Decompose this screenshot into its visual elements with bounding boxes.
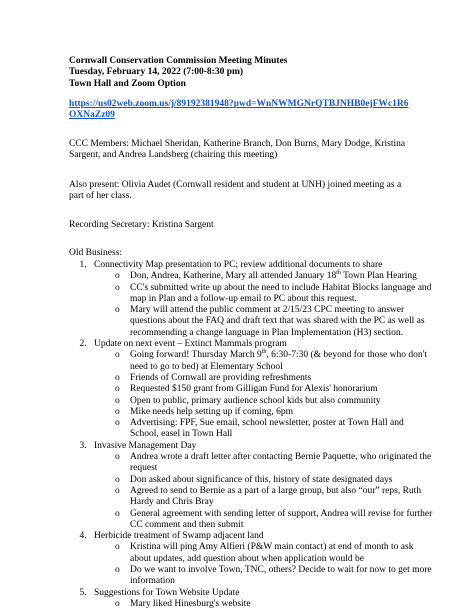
document-title: Cornwall Conservation Commission Meeting Minutes bbox=[69, 56, 288, 66]
old-business-heading: Old Business: bbox=[69, 248, 123, 258]
agenda-item bbox=[89, 441, 434, 531]
agenda-item-title: Herbicide treatment of Swamp adjacent land bbox=[94, 531, 264, 542]
list-item: o Andrea wrote a draft letter after contacting Bernie Paquette, who originated the request bbox=[115, 452, 432, 474]
list-item: o Agreed to send to Bernie as a part of a large group, but also “our” reps, Ruth Hardy and Chris Bray bbox=[115, 485, 422, 508]
list-item: o Do we want to involve Town, TNC, others? Decide to wait for now to get more information bbox=[115, 565, 432, 587]
agenda-item bbox=[89, 531, 434, 587]
list-item: o Mary liked Hinesburg's website bbox=[115, 598, 251, 609]
bullet-icon: o bbox=[115, 305, 120, 316]
bullet-icon: o bbox=[115, 598, 120, 609]
bullet-icon: o bbox=[115, 565, 120, 576]
agenda-item bbox=[89, 260, 434, 339]
sub-list bbox=[94, 350, 434, 440]
bullet-icon: o bbox=[115, 350, 120, 361]
sub-list bbox=[94, 599, 434, 610]
old-business-list bbox=[69, 260, 434, 610]
sub-list bbox=[94, 271, 434, 339]
bullet-icon: o bbox=[115, 282, 120, 293]
bullet-icon: o bbox=[115, 384, 120, 395]
list-item: o Friends of Cornwall are providing refreshments bbox=[115, 372, 312, 383]
recording-secretary: Recording Secretary: Kristina Sargent bbox=[69, 220, 214, 230]
agenda-item-title: Connectivity Map presentation to PC; review additional documents to share bbox=[94, 260, 383, 270]
members-paragraph: CCC Members: Michael Sheridan, Katherine Branch, Don Burns, Mary Dodge, Kristina Sargent, and Andrea Landsberg (chairing this meeting) bbox=[69, 139, 406, 161]
sub-list bbox=[94, 452, 434, 531]
agenda-item-title: Invasive Management Day bbox=[94, 440, 197, 451]
document-header bbox=[69, 56, 429, 90]
bullet-icon: o bbox=[115, 271, 120, 282]
bullet-icon: o bbox=[115, 474, 120, 485]
agenda-item bbox=[89, 588, 434, 610]
zoom-link[interactable]: https://us02web.zoom.us/j/89192381948?pwd=WnNWMGNrQTBJNHB0ejFWc1R6OXNaZz09 bbox=[69, 99, 409, 121]
bullet-icon: o bbox=[115, 542, 120, 553]
list-item: o Advertising: FPF, Sue email, school newsletter, poster at Town Hall and School, easel in Town Hall bbox=[115, 418, 404, 440]
bullet-icon: o bbox=[115, 508, 120, 519]
bullet-icon: o bbox=[115, 372, 120, 383]
list-item: o General agreement with sending letter of support, Andrea will revise for further CC comment and then submit bbox=[115, 508, 433, 530]
list-item: o Don asked about significance of this, history of state designated days bbox=[115, 474, 393, 485]
meeting-location: Town Hall and Zoom Option bbox=[69, 78, 186, 89]
also-present-paragraph: Also present: Olivia Audet (Cornwall resident and student at UNH) joined meeting as a part of her class. bbox=[69, 180, 402, 202]
meeting-date: Tuesday, February 14, 2022 (7:00-8:30 pm) bbox=[69, 67, 244, 78]
list-item: o Going forward! Thursday March 9th, 6:30-7:30 (& beyond for those who don't need to go to bed) at Elementary School bbox=[115, 349, 427, 372]
list-item: o Open to public, primary audience school kids but also community bbox=[115, 395, 381, 406]
list-item: o Kristina will ping Amy Alfieri (P&W main contact) at end of month to ask about updates, add question about when application would be bbox=[115, 542, 414, 564]
list-item: o Mike needs help setting up if coming, 6pm bbox=[115, 406, 294, 417]
agenda-item-title: Update on next event – Extinct Mammals program bbox=[94, 339, 287, 350]
list-item: o Mary will attend the public comment at 2/15/23 CPC meeting to answer questions about the FAQ and draft text that was shared with the PC as well as recommending a change language in Plan Implementation (H3) section. bbox=[115, 305, 425, 338]
bullet-icon: o bbox=[115, 418, 120, 429]
bullet-icon: o bbox=[115, 406, 120, 417]
bullet-icon: o bbox=[115, 452, 120, 463]
bullet-icon: o bbox=[115, 485, 120, 496]
sub-list bbox=[94, 542, 434, 587]
list-item: o Don, Andrea, Katherine, Mary all attended January 18th Town Plan Hearing bbox=[115, 270, 417, 282]
agenda-item-title: Suggestions for Town Website Update bbox=[94, 587, 240, 598]
bullet-icon: o bbox=[115, 395, 120, 406]
list-item: o Requested $150 grant from Gilligan Fund for Alexis' honorarium bbox=[115, 384, 378, 395]
list-item: o CC's submitted write up about the need to include Habitat Blocks language and map in Plan and a follow-up email to PC about this request. bbox=[115, 282, 432, 304]
agenda-item bbox=[89, 339, 434, 441]
